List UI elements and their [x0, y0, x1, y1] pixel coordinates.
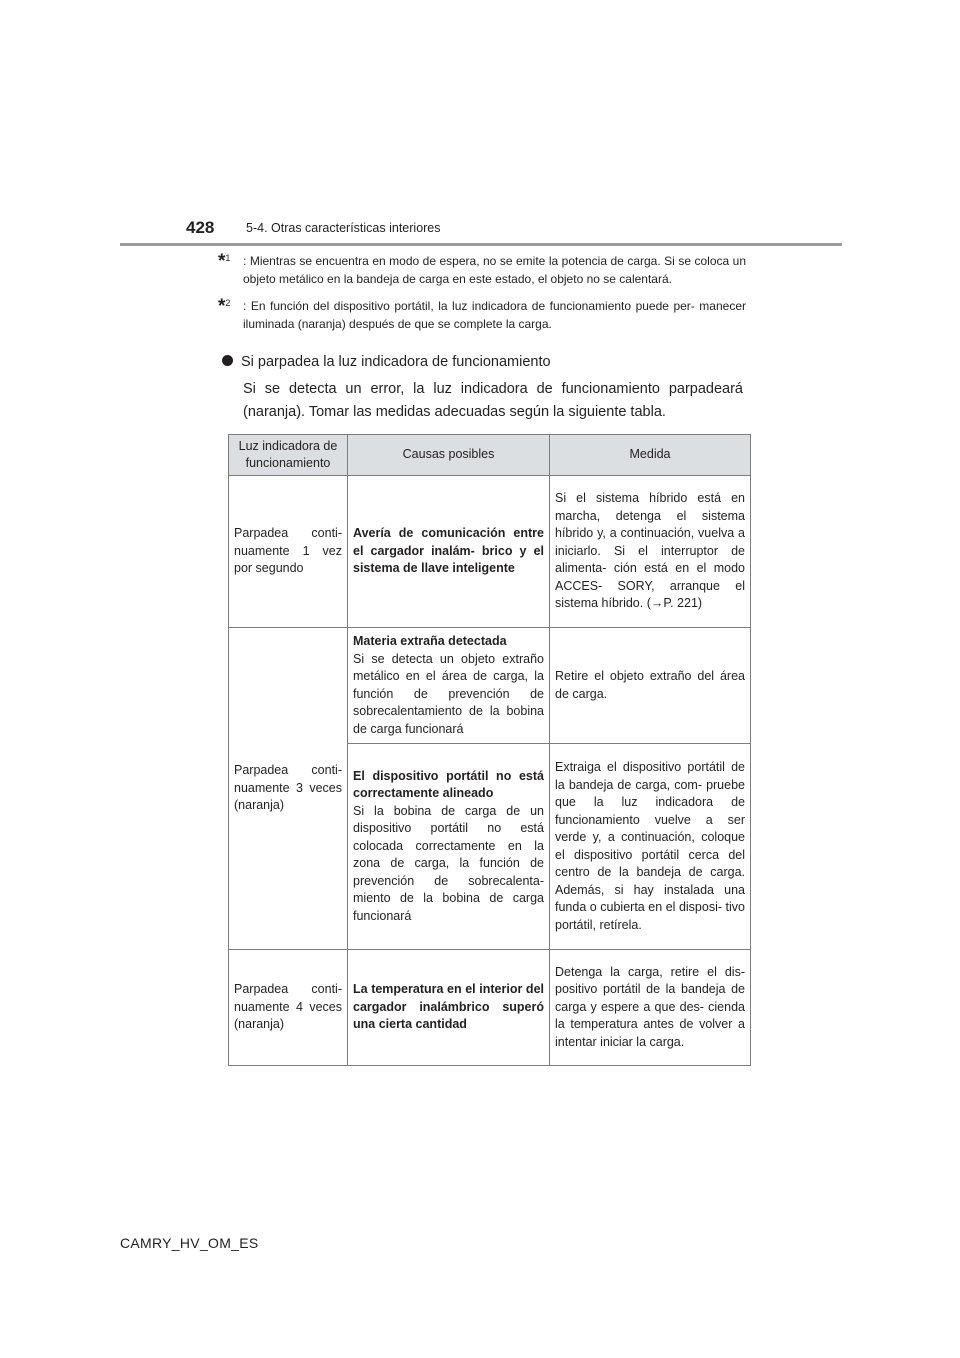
table-row [229, 950, 751, 1066]
table-row [229, 628, 751, 744]
footnote [218, 253, 746, 288]
footnote-marker [218, 250, 230, 271]
header-rule [120, 243, 842, 246]
bullet-icon [222, 355, 233, 366]
indicator-cell: Parpadea conti- nuamente 1 vez por segundo [229, 476, 348, 628]
column-header: Medida [550, 435, 751, 476]
footnote-text: : Mientras se encuentra en modo de espera, no se emite la potencia de carga. Si se coloca un objeto metálico en la bandeja de carga en este estado, el objeto no se calentará. [243, 254, 746, 286]
cause-cell [348, 950, 550, 1066]
section-title: 5-4. Otras características interiores [246, 221, 441, 235]
footnote [218, 298, 746, 333]
cause-title: Materia extraña detectada [353, 634, 507, 648]
indicator-cell: Parpadea conti- nuamente 4 veces (naranja) [229, 950, 348, 1066]
action-cell: Retire el objeto extraño del área de carga. [550, 628, 751, 744]
footnote-star: * [218, 296, 226, 317]
cause-title: Avería de comunicación entre el cargador inalám- brico y el sistema de llave inteligente [353, 526, 544, 576]
action-cell: Si el sistema híbrido está en marcha, detenga el sistema híbrido y, a continuación, vuelva a iniciarlo. Si el interruptor de alimenta- ción está en el modo ACCES- SORY, arranque el sistema híbrido. (→P. 221) [550, 476, 751, 628]
cause-cell [348, 476, 550, 628]
intro-paragraph: Si se detecta un error, la luz indicadora de funcionamiento parpadeará (naranja). Tomar las medidas adecuadas según la siguiente tabla. [243, 381, 743, 420]
section-heading-text: Si parpadea la luz indicadora de funcionamiento [241, 354, 551, 370]
footnote-number: 2 [225, 298, 231, 308]
cause-cell [348, 744, 550, 950]
action-cell: Detenga la carga, retire el dis- positivo portátil de la bandeja de carga y espere a que des- cienda la temperatura antes de volver a intentar iniciar la carga. [550, 950, 751, 1066]
column-header: Luz indicadora de funcionamiento [229, 435, 348, 476]
footnote-star: * [218, 251, 226, 272]
footnotes [218, 253, 746, 343]
cause-text: Si la bobina de carga de un dispositivo portátil no está colocada correctamente en la zona de carga, la función de prevención de sobrecalenta- miento de la bobina de carga funcionará [353, 803, 544, 923]
footnote-marker [218, 295, 230, 316]
table-header-row [229, 435, 751, 476]
cause-text: Si se detecta un objeto extraño metálico en el área de carga, la función de prevención de sobrecalentamiento de la bobina de carga funcionará [353, 651, 544, 736]
page-number: 428 [186, 218, 215, 237]
document-code: CAMRY_HV_OM_ES [120, 1235, 259, 1251]
column-header: Causas posibles [348, 435, 550, 476]
table-row [229, 476, 751, 628]
indicator-table [228, 434, 751, 1066]
cause-title: La temperatura en el interior del cargador inalámbrico superó una cierta cantidad [353, 982, 544, 1032]
footnote-text: : En función del dispositivo portátil, la luz indicadora de funcionamiento puede per- manecer iluminada (naranja) después de que se complete la carga. [243, 299, 746, 331]
cause-title: El dispositivo portátil no está correctamente alineado [353, 768, 544, 801]
footnote-number: 1 [225, 253, 231, 263]
section-heading [222, 354, 551, 370]
action-cell: Extraiga el dispositivo portátil de la bandeja de carga, com- pruebe que la luz indicadora de funcionamiento vuelve a ser verde y, a continuación, coloque el dispositivo portátil cerca del centro de la bandeja de carga. Además, si hay instalada una funda o cubierta en el disposi- tivo portátil, retírela. [550, 744, 751, 950]
cause-cell [348, 628, 550, 744]
indicator-cell: Parpadea conti- nuamente 3 veces (naranja) [229, 628, 348, 950]
